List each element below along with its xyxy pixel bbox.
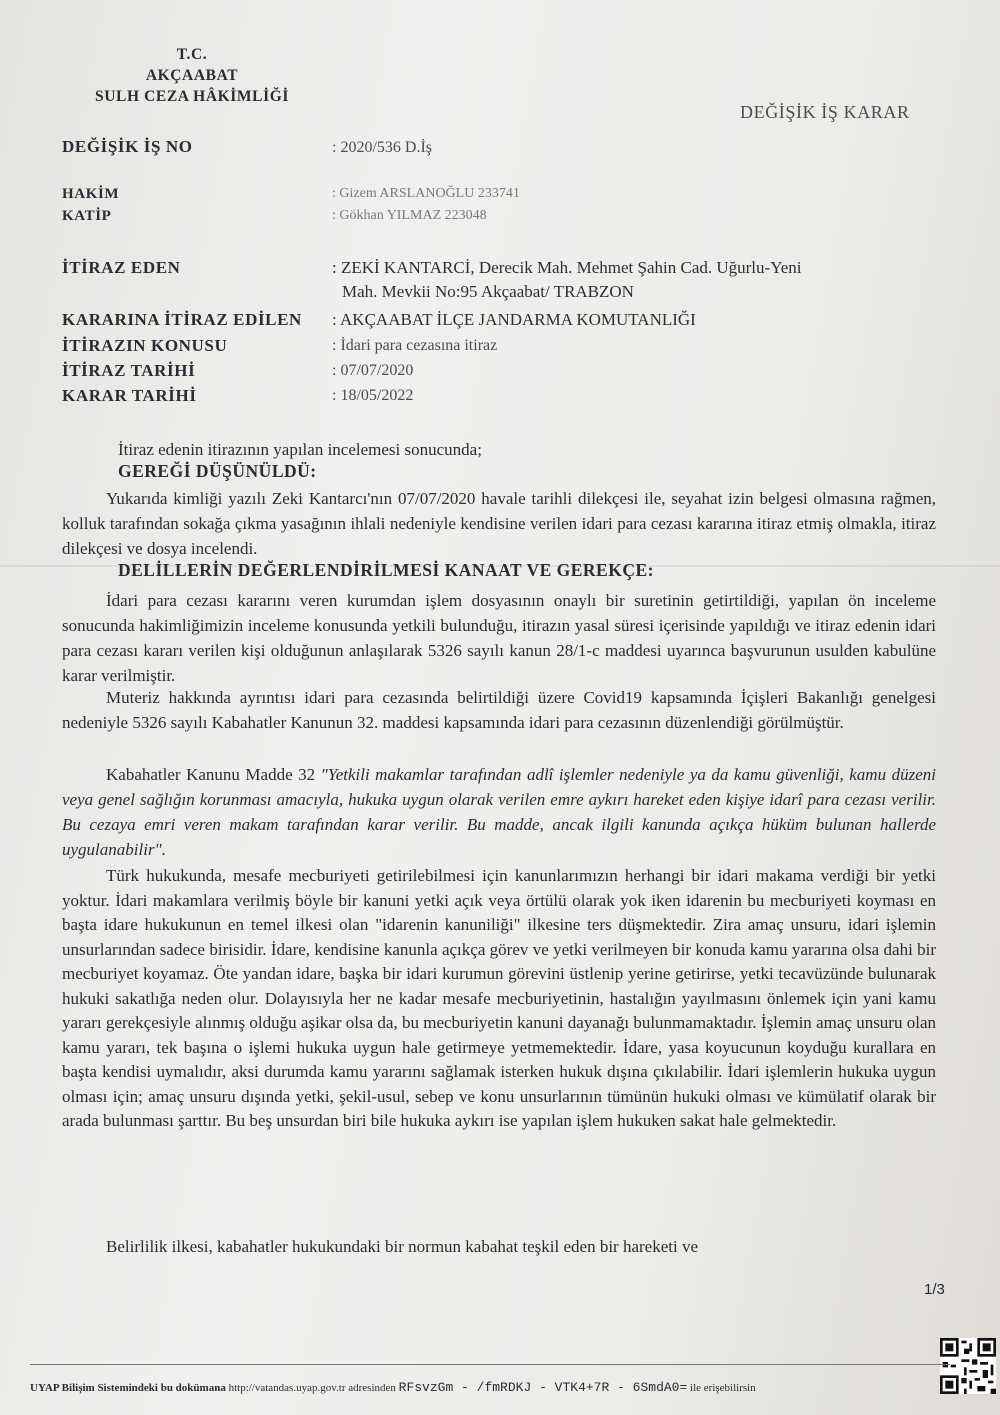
subject-value: : İdari para cezasına itiraz	[332, 337, 498, 354]
paragraph-4	[62, 762, 936, 862]
page-number: 1/3	[924, 1281, 945, 1298]
footer-middle: adresinden	[348, 1382, 396, 1394]
judge-label: HAKİM	[62, 186, 120, 202]
objection-date-value: : 07/07/2020	[332, 362, 414, 379]
heading-considered: GEREĞİ DÜŞÜNÜLDÜ:	[118, 461, 317, 481]
objector-label: İTİRAZ EDEN	[62, 258, 181, 277]
decision-date-label: KARAR TARİHİ	[62, 386, 197, 405]
court-line-tc: T.C.	[176, 46, 208, 63]
qr-code-icon	[940, 1338, 996, 1394]
footer-suffix: ile erişebilirsin	[690, 1382, 756, 1394]
court-header	[76, 44, 308, 107]
decision-of-value: : AKÇAABAT İLÇE JANDARMA KOMUTANLIĞI	[332, 310, 696, 329]
objector-value-line2: Mah. Mevkii No:95 Akçaabat/ TRABZON	[342, 282, 634, 301]
paragraph-3: Muteriz hakkında ayrıntısı idari para cezasında belirtildiği üzere Covid19 kapsamında İçişleri Bakanlığı genelgesi nedeniyle 5326 sayılı Kabahatler Kanunun 32. maddesi kapsamında idari para cezasının düzenlendiği görülmüştür.	[62, 688, 936, 732]
footer-divider	[30, 1364, 950, 1365]
paragraph-5: Türk hukukunda, mesafe mecburiyeti getirilebilmesi için kanunlarımızın herhangi bir idari makama verdiği bir yetki yoktur. İdari makamlara verilmiş böyle bir kanuni yetki açık veya örtülü olarak yok iken idarenin bu mecburiyeti koyması en başta idare hukukunun en temel ilkesi olan "idarenin kanuniliği" ilkesine ters düşmektedir. Zira amaç unsuru, idari işlemin unsurlarından sadece birisidir. İdare, kendisine kanunla açıkça görev ve yetki verilmeyen bir konuda kamu yararına olsa dahi bir mecburiyet koyamaz. Öte yandan idare, başka bir idari kurumun görevini üstlenip yerine getirirse, yetki tecavüzünde bulunarak hukuki sakatlığa neden olur. Dolayısıyla her ne kadar mesafe mecburiyetinin, hastalığın yayılmasını önlemek için yani kamu yararı gerekçesiyle alınmış olduğu aşikar olsa da, bu mecburiyetin kanuni dayanağı bulunmamaktadır. İşlemin amaç unsuru olan kamu yararı, tek başına o işlemi hukuka uygun hale getirmeye yetmemektedir. İdare, yasa koyucunun koyduğu kurallara en başta kendisi uymalıdır, aksi durumda kamu yararını sağlamak isterken hukuk dışına çıkılabilir. İdari işlemlerin hukuka uygun olması için; amaç unsuru dışında yetki, şekil-usul, sebep ve konu unsurlarının tümünün hukuki olması ve kümülatif olarak bir arada bulunması şarttır. Bu beş unsurdan biri bile hukuka aykırı ise yapılan işlem hukuken sakat hale gelmektedir.	[62, 866, 936, 1130]
decision-of-label: KARARINA İTİRAZ EDİLEN	[62, 310, 302, 329]
court-line-name: SULH CEZA HÂKİMLİĞİ	[95, 88, 289, 105]
objection-date-label: İTİRAZ TARİHİ	[62, 361, 196, 380]
case-no-label: DEĞİŞİK İŞ NO	[62, 137, 193, 156]
heading-evaluation: DELİLLERİN DEĞERLENDİRİLMESİ KANAAT VE GEREKÇE:	[118, 560, 654, 580]
court-line-city: AKÇAABAT	[145, 67, 239, 84]
decision-date-value: : 18/05/2022	[332, 387, 414, 404]
intro-text: İtiraz edenin itirazının yapılan incelemesi sonucunda;	[118, 440, 482, 459]
paragraph-6: Belirlilik ilkesi, kabahatler hukukundaki bir normun kabahat teşkil eden bir hareketi ve	[106, 1237, 698, 1256]
footer-prefix: UYAP Bilişim Sistemindeki bu dokümana	[30, 1382, 226, 1394]
subject-label: İTİRAZIN KONUSU	[62, 336, 228, 355]
footer-url-link[interactable]: http://vatandas.uyap.gov.tr	[228, 1382, 346, 1394]
paragraph-2: İdari para cezası kararını veren kurumdan işlem dosyasının onaylı bir suretinin getirtildiği, yapılan ön inceleme sonucunda hakimliğimizin inceleme konusunda yetkili bulunduğu, itirazın yasal süresi içerisinde yapıldığı ve itiraz edenin idari para cezası kararı verilen kişi olduğunun anlaşılarak 5326 sayılı kanun 28/1-c maddesi uyarınca başvurunun usulden kabulüne karar verilmiştir.	[62, 591, 936, 685]
paragraph-1: Yukarıda kimliği yazılı Zeki Kantarcı'nın 07/07/2020 havale tarihli dilekçesi ile, seyahat izin belgesi olmasına rağmen, kolluk tarafından sokağa çıkma yasağının ihlali nedeniyle kendisine verilen idari para cezası kararına itiraz etmiş olmakla, itiraz dilekçesi ve dosya incelendi.	[62, 489, 936, 558]
clerk-value: : Gökhan YILMAZ 223048	[332, 208, 487, 223]
footer	[30, 1380, 756, 1395]
clerk-label: KATİP	[62, 208, 112, 224]
objector-value-line1: : ZEKİ KANTARCİ, Derecik Mah. Mehmet Şahin Cad. Uğurlu-Yeni	[332, 258, 802, 277]
law-article-reference: Kabahatler Kanunu Madde 32	[106, 765, 316, 784]
judge-value: : Gizem ARSLANOĞLU 233741	[332, 186, 520, 201]
document-type: DEĞİŞİK İŞ KARAR	[740, 102, 910, 122]
footer-verification-code: RFsvzGm - /fmRDKJ - VTK4+7R - 6SmdA0=	[398, 1380, 688, 1395]
law-article-quote: "Yetkili makamlar tarafından adlî işlemler nedeniyle ya da kamu güvenliği, kamu düzeni veya genel sağlığın korunması amacıyla, hukuka uygun olarak verilen emre aykırı hareket eden kişiye idarî para cezası verilir. Bu cezaya emri veren makam tarafından karar verilir. Bu madde, ancak ilgili kanunda açıkça hüküm bulunan hallerde uygulanabilir".	[62, 765, 936, 859]
case-no-value: : 2020/536 D.İş	[332, 139, 432, 156]
